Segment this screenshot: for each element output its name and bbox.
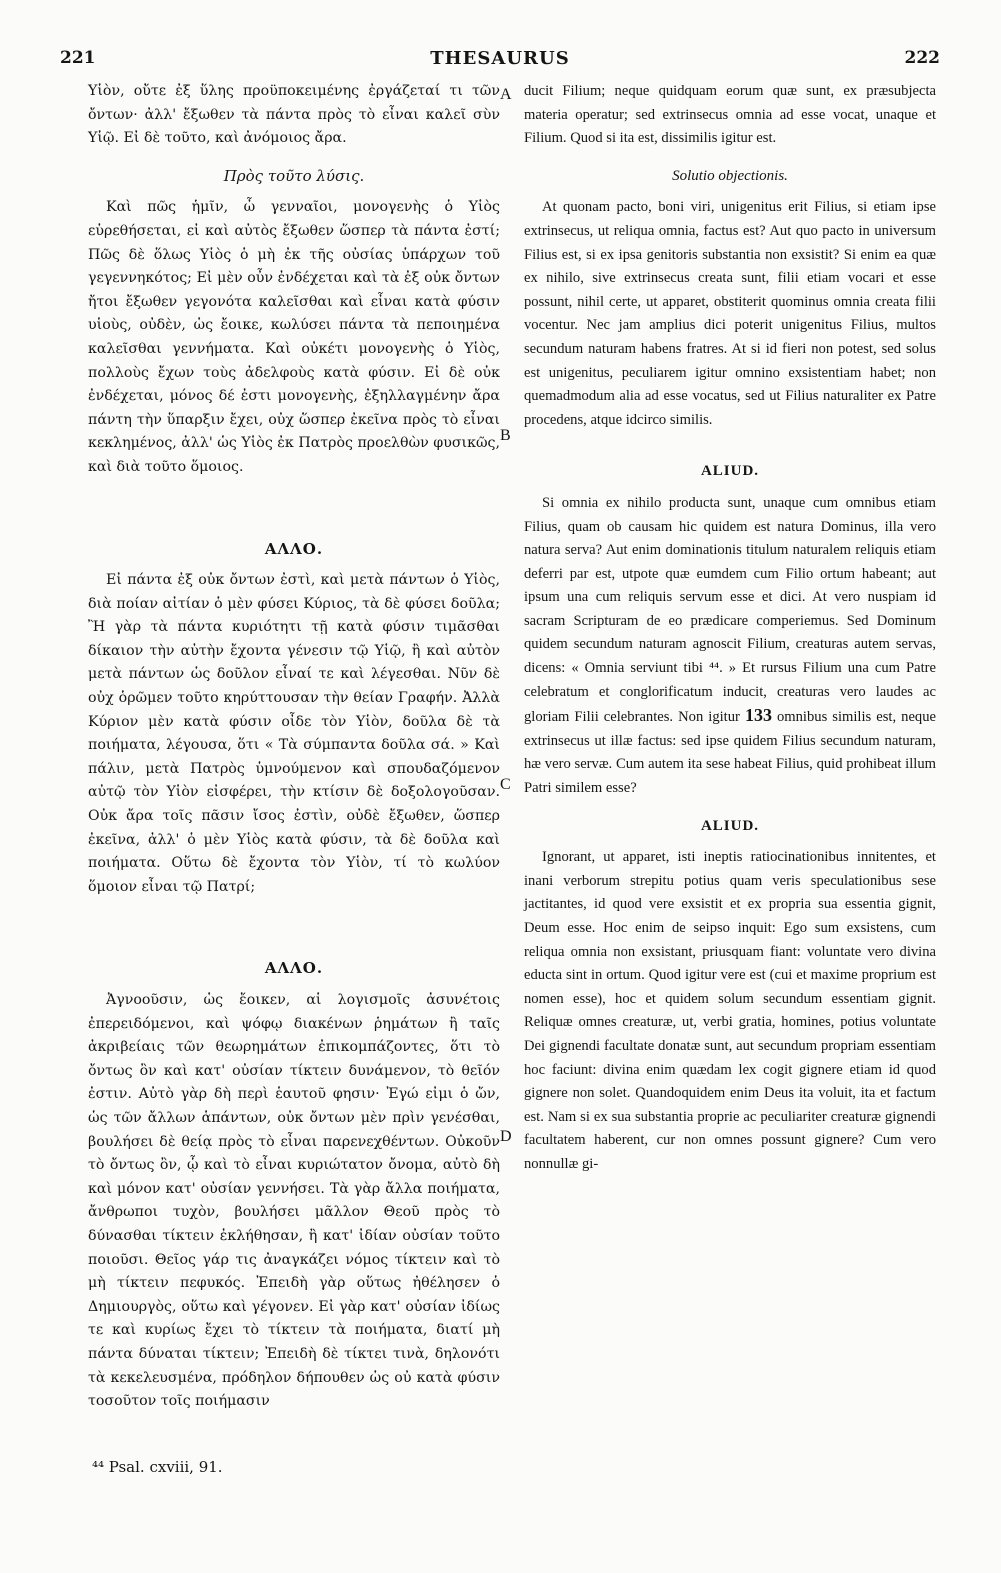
latin-paragraph-3-part-b: omnibus similis est, neque extrinsecus ut illæ factus: sed ipse quidem Filius secundum naturam, hæ vero servæ. Cum autem ita sese habeat Filius, quid prohibeat illum Patri similem esse?	[524, 709, 936, 797]
greek-paragraph-2: Καὶ πῶς ἡμῖν, ὦ γενναῖοι, μονογενὴς ὁ Υἱὸς εὑρεθήσεται, εἰ καὶ αὐτὸς ἔξωθεν ὥσπερ τὰ πάντα ἐστί; Πῶς δὲ ὅλως Υἱὸς ὁ μὴ ἐκ τῆς οὐσίας ὑπάρχων τοῦ γεγεννηκότος; Εἰ μὲν οὖν ἐνδέχεται καὶ τὰ ἐξ οὐκ ὄντων ἤτοι ἔξωθεν γεγονότα καλεῖσθαι καὶ εἶναι κατὰ φύσιν υἱοὺς, οὐδὲν, ὡς ἔοικε, κωλύσει πάντα τὰ πεποιημένα καλεῖσθαι γεννήματα. Καὶ οὐκέτι μονογενὴς ὁ Υἱὸς, πολλοὺς ἔχων τοὺς ἀδελφοὺς κατὰ φύσιν. Εἰ δὲ οὐκ ἐνδέχεται, μόνος δέ ἐστι μονογενὴς, ἐξηλλαγμένην ἄρα πάντη τὴν ὕπαρξιν ἔχει, οὐχ ὥσπερ ἐκεῖνα πρὸς τὸ εἶναι κεκλημένος, ἀλλ' ὡς Υἱὸς ἐκ Πατρὸς προελθὼν φυσικῶς, καὶ διὰ τοῦτο ὅμοιος.	[88, 199, 500, 475]
running-title: THESAURUS	[430, 48, 570, 69]
latin-column	[524, 80, 936, 1177]
latin-heading-aliud-1: ALIUD.	[700, 463, 760, 480]
greek-heading-allo-2: ΑΛΛΟ.	[264, 959, 324, 978]
latin-heading-aliud-2: ALIUD.	[700, 817, 760, 834]
column-marker-b: B	[500, 427, 511, 444]
greek-paragraph-1: Υἱὸν, οὔτε ἐξ ὕλης προϋποκειμένης ἐργάζεταί τι τῶν ὄντων· ἀλλ' ἔξωθεν τὰ πάντα πρὸς τὸ εἶναι καλεῖ σὺν Υἱῷ. Εἰ δὲ τοῦτο, καὶ ἀνόμοιος ἄρα.	[88, 83, 500, 147]
footnote: ⁴⁴ Psal. cxviii, 91.	[92, 1458, 223, 1476]
latin-heading-solution: Solutio objectionis.	[672, 167, 788, 184]
latin-paragraph-1: ducit Filium; neque quidquam eorum quæ sunt, ex præsubjecta materia operatur; sed extrinsecus omnia ad esse vocat, unaque et Filium. Quod si ita est, dissimilis igitur est.	[524, 83, 936, 147]
column-marker-d: D	[500, 1128, 512, 1145]
column-marker-a: A	[500, 86, 512, 103]
greek-heading-allo-1: ΑΛΛΟ.	[264, 539, 324, 558]
greek-paragraph-4: Ἀγνοοῦσιν, ὡς ἔοικεν, αἱ λογισμοῖς ἀσυνέτοις ἐπερειδόμενοι, καὶ ψόφῳ διακένων ῥημάτων ἢ ταῖς ἀκριβείαις τῶν θεωρημάτων ἐπικομπάζοντες, ὅτι τὸ ὄντως ὂν καὶ κατ' οὐσίαν τίκτειν δυνάμενον, τὸ θεῖόν ἐστιν. Αὐτὸ γὰρ δὴ περὶ ἑαυτοῦ φησιν· Ἐγώ εἰμι ὁ ὤν, ὡς τῶν ἄλλων ἁπάντων, οὐκ ὄντων μὲν πρὶν γενέσθαι, βουλήσει δὲ θείᾳ πρὸς τὸ εἶναι παρενεχθέντων. Οὐκοῦν τὸ ὄντως ὂν, ᾧ καὶ τὸ εἶναι κυριώτατον ὄνομα, αὐτὸ δὴ καὶ μόνον κατ' οὐσίαν γεννήσει. Τὰ γὰρ ἄλλα ποιήματα, ἄνθρωποι τυχὸν, βουλήσει μᾶλλον Θεοῦ πρὸς τὸ δύνασθαι τίκτειν ἐκλήθησαν, ἢ κατ' ἰδίαν οὐσίαν τοῦτο ποιοῦσι. Θεῖος γάρ τις ἀναγκάζει νόμος τίκτειν καὶ τὸ μὴ τίκτειν πεφυκός. Ἐπειδὴ γὰρ οὕτως ἠθέλησεν ὁ Δημιουργὸς, οὕτω καὶ γέγονεν. Εἰ γὰρ κατ' οὐσίαν ἰδίως τε καὶ κυρίως ἔχει τὸ τίκτειν τὰ ποιήματα, διατί μὴ πάντα δύναται τίκτειν; Ἐπειδὴ δὲ τίκτει τινὰ, δηλονότι τὰ κεκελευσμένα, πρόδηλον δήπουθεν ὡς οὐ κατὰ φύσιν τοσοῦτον τοῖς ποιήμασιν	[88, 992, 500, 1410]
latin-paragraph-4: Ignorant, ut apparet, isti ineptis ratiocinationibus innitentes, et inani verborum strepitu potius quam veris speculationibus sese jactitantes, id quod vere exsistit et ex propria sua essentia gignit, Deum esse. Hoc enim de seipso inquit: Ego sum exsistens, cum reliqua omnia non exsistant, priusquam fiant: voluntate vero divina educta sint in ortum. Quod igitur vere est (cui et maxime proprium est nomen esse), hoc et quidem solum secundum essentiam gignit. Reliquæ omnes creaturæ, ut, verbi gratia, homines, potius voluntate Dei gignendi facultate donatæ sunt, aut secundum propriam essentiam hoc faciunt: divina enim quædam lex cogit gignere etiam id quod gignere non solet. Quandoquidem enim Deus ita voluit, ita et factum est. Nam si ex sua substantia proprie ac peculiariter creaturæ gignendi facultatem haberent, cur non omnes possunt gignere? Cum vero nonnullæ gi-	[524, 849, 936, 1172]
latin-paragraph-3	[524, 492, 936, 801]
page-number-right: 222	[904, 48, 940, 68]
column-number: 133	[744, 705, 772, 726]
latin-paragraph-3-part-a: Si omnia ex nihilo producta sunt, unaque cum omnibus etiam Filius, quam ob causam hic quidem est natura Dominus, illa vero natura serva? Aut enim dominationis titulum naturalem reliquis etiam deferri par est, utpote quæ eumdem cum Filio ortum habeant; aut ipsum una cum reliquis servum esse et dici. At vero nuspiam id sacram Scripturam de eo prædicare comperiemus. Sed Dominum quidem secundum naturam agnoscit Filium, creaturas autem servas, dicens: « Omnia serviunt tibi ⁴⁴. » Et rursus Filium una cum Patre celebratum et conglorificatum inducit, creaturas vero laudes ac gloriam Filii celebrantes. Non igitur	[524, 494, 936, 726]
column-marker-c: C	[500, 776, 511, 793]
running-header	[60, 48, 940, 78]
latin-paragraph-2: At quonam pacto, boni viri, unigenitus erit Filius, si etiam ipse extrinsecus, ut reliqua omnia, factus est? Aut quo pacto in universum Filius est, si ex ipsa genitoris substantia non exsistit? Si enim ea quæ ex nihilo, sive extrinsecus creata sunt, filii etiam vocari et esse possunt, nihil certe, ut apparet, obstiterit quominus omnia creata filii vocentur. Nec jam amplius dici poterit unigenitus Filius, multos secundum naturam habens fratres. At si id fieri non potest, sed solus est unigenitus, peculiarem igitur omnino exsistentiam habet; non quemadmodum alia ad esse vocatus, sed ut Filius naturaliter ex Patre procedens, atque idcirco similis.	[524, 199, 936, 428]
greek-paragraph-3: Εἰ πάντα ἐξ οὐκ ὄντων ἐστὶ, καὶ μετὰ πάντων ὁ Υἱὸς, διὰ ποίαν αἰτίαν ὁ μὲν φύσει Κύριος, τὰ δὲ φύσει δοῦλα; Ἢ γὰρ τὰ πάντα κυριότητι τῇ κατὰ φύσιν τιμᾶσθαι δίκαιον τὴν αὐτὴν ἔχοντα γένεσιν τῷ Υἱῷ, ἢ καὶ αὐτὸν μετὰ πάντων ὡς δοῦλον εἶναί τε καὶ λέγεσθαι. Νῦν δὲ οὐχ ὁρῶμεν τοῦτο κηρύττουσαν τὴν θείαν Γραφήν. Ἀλλὰ Κύριον μὲν κατὰ φύσιν οἶδε τὸν Υἱὸν, δοῦλα δὲ τὰ ποιήματα, λέγουσα, ὅτι « Τὰ σύμπαντα δοῦλα σά. » Καὶ πάλιν, μετὰ Πατρὸς ὑμνούμενον καὶ σπουδαζόμενον αὐτῷ τὸν Υἱὸν εἰσφέρει, τὴν κτίσιν δὲ δοξολογοῦσαν. Οὐκ ἄρα τοῖς πᾶσιν ἴσος ἐστὶν, οὐδὲ ἔξωθεν, ὥσπερ ἐκεῖνα, ἀλλ' ὁ μὲν Υἱὸς κατὰ φύσιν, τὰ δὲ δοῦλα καὶ ποιήματα. Οὕτω δὲ ἔχοντα τὸν Υἱὸν, τί τὸ κωλύον ὅμοιον εἶναι τῷ Πατρί;	[88, 572, 500, 895]
greek-heading-solution: Πρὸς τοῦτο λύσις.	[223, 166, 365, 185]
page-number-left: 221	[60, 48, 96, 68]
greek-column	[88, 80, 500, 1414]
